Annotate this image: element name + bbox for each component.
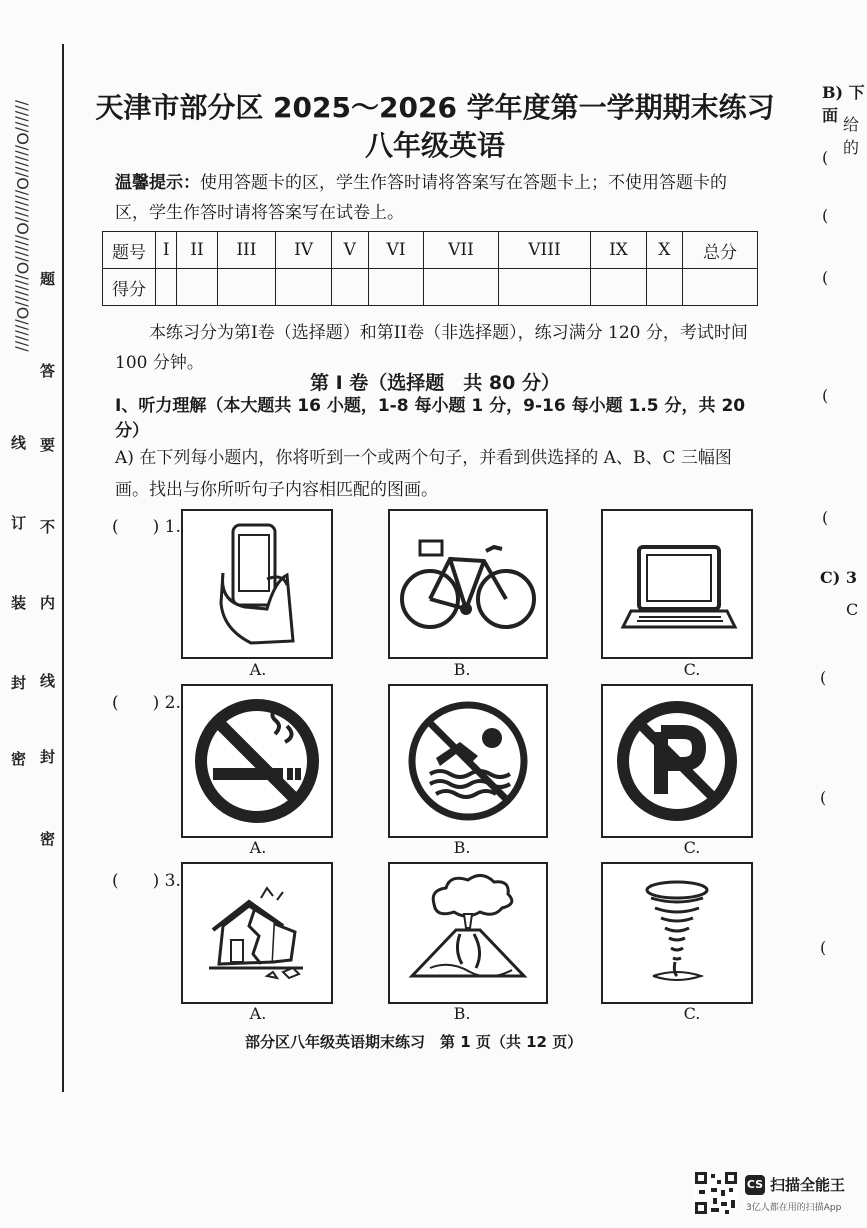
question-number: ( ) 2.	[112, 693, 181, 713]
option-label: C.	[683, 1004, 701, 1023]
seal-char: 线	[40, 672, 56, 690]
seal-char: 密	[40, 830, 56, 848]
no-parking-icon	[603, 686, 751, 836]
exam-subtitle: 八年级英语	[364, 129, 505, 162]
score-table-header-row	[103, 232, 758, 269]
table-cell: VI	[368, 232, 424, 269]
table-cell: 得分	[103, 269, 156, 306]
score-input-cell[interactable]	[683, 269, 758, 306]
no-smoking-icon	[183, 686, 331, 836]
seal-char: 装	[11, 594, 27, 612]
seal-char: 不	[40, 518, 56, 536]
next-page-fragment: C	[846, 600, 859, 619]
seal-char: 订	[11, 514, 27, 532]
hand-holding-phone-icon	[183, 511, 331, 657]
part-a-instructions: A) 在下列每小题内，你将听到一个或两个句子，并看到供选择的 A、B、C 三幅图画。找出与你所听句子内容相匹配的图画。	[115, 448, 732, 500]
option-label: B.	[453, 1004, 471, 1023]
answer-paren: (	[822, 386, 829, 405]
next-page-section-b: B) 下面	[822, 83, 865, 125]
option-label: B.	[453, 660, 471, 679]
option-picture[interactable]	[181, 684, 333, 838]
answer-paren: (	[822, 148, 829, 167]
table-cell: VII	[424, 232, 498, 269]
warm-tip-label: 温馨提示：	[115, 173, 200, 193]
binding-cut-marks: //////O//////O//////O/////O//////O//////	[13, 100, 32, 352]
no-swimming-icon	[390, 686, 546, 836]
score-input-cell[interactable]	[368, 269, 424, 306]
score-input-cell[interactable]	[424, 269, 498, 306]
camscanner-name: 扫描全能王	[770, 1176, 846, 1194]
option-label: A.	[249, 1004, 267, 1023]
table-cell: II	[177, 232, 217, 269]
option-label: A.	[249, 660, 267, 679]
bicycle-icon	[390, 511, 546, 657]
earthquake-icon	[183, 864, 331, 1002]
table-cell: 题号	[103, 232, 156, 269]
exam-intro: 本练习分为第I卷（选择题）和第II卷（非选择题），练习满分 120 分，考试时间 100 分钟。	[115, 323, 748, 373]
option-picture[interactable]	[181, 862, 333, 1004]
option-picture[interactable]	[388, 862, 548, 1004]
answer-paren: (	[822, 508, 829, 527]
seal-char: 内	[40, 594, 56, 612]
seal-char: 答	[40, 362, 56, 380]
table-cell: I	[156, 232, 177, 269]
score-input-cell[interactable]	[217, 269, 276, 306]
qr-code-icon	[695, 1172, 737, 1214]
next-page-section-c: C) 3	[820, 568, 858, 587]
score-input-cell[interactable]	[646, 269, 682, 306]
score-input-cell[interactable]	[591, 269, 646, 306]
answer-paren: (	[822, 206, 829, 225]
seal-char: 密	[11, 750, 27, 768]
option-label: C.	[683, 660, 701, 679]
option-picture[interactable]	[601, 684, 753, 838]
question-number: ( ) 3.	[112, 871, 181, 891]
score-input-cell[interactable]	[156, 269, 177, 306]
option-picture[interactable]	[181, 509, 333, 659]
option-picture[interactable]	[388, 684, 548, 838]
option-picture[interactable]	[601, 862, 753, 1004]
option-label: C.	[683, 838, 701, 857]
table-cell: IV	[276, 232, 332, 269]
laptop-icon	[603, 511, 751, 657]
tornado-icon	[603, 864, 751, 1002]
table-cell: 总分	[683, 232, 758, 269]
option-label: B.	[453, 838, 471, 857]
binding-margin	[0, 40, 62, 1090]
answer-paren: (	[822, 268, 829, 287]
option-picture[interactable]	[388, 509, 548, 659]
answer-paren: (	[820, 668, 827, 687]
seal-char: 封	[11, 674, 27, 692]
seal-char: 题	[40, 270, 56, 288]
table-cell: V	[331, 232, 368, 269]
option-label: A.	[249, 838, 267, 857]
exam-title: 天津市部分区 2025～2026 学年度第一学期期末练习	[95, 91, 775, 124]
seal-char: 封	[40, 748, 56, 766]
volcano-icon	[390, 864, 546, 1002]
table-cell: IX	[591, 232, 646, 269]
table-cell: III	[217, 232, 276, 269]
question-number: ( ) 1.	[112, 517, 181, 537]
score-input-cell[interactable]	[331, 269, 368, 306]
answer-paren: (	[820, 788, 827, 807]
score-table	[102, 231, 758, 306]
section-heading: 第 I 卷（选择题 共 80 分）	[310, 372, 560, 394]
camscanner-tagline: 3亿人都在用的扫描App	[746, 1203, 842, 1213]
binding-line	[62, 44, 64, 1092]
table-cell: X	[646, 232, 682, 269]
camscanner-logo: CS	[745, 1175, 765, 1195]
score-input-cell[interactable]	[276, 269, 332, 306]
warm-tip	[115, 168, 750, 228]
option-picture[interactable]	[601, 509, 753, 659]
score-input-cell[interactable]	[177, 269, 217, 306]
answer-paren: (	[820, 938, 827, 957]
part-heading-listening: I、听力理解（本大题共 16 小题，1-8 每小题 1 分，9-16 每小题 1.5 分，共 20 分）	[115, 396, 746, 441]
seal-char: 线	[11, 434, 27, 452]
seal-char: 要	[40, 436, 56, 454]
score-input-cell[interactable]	[498, 269, 591, 306]
page-footer: 部分区八年级英语期末练习 第 1 页（共 12 页）	[245, 1033, 583, 1051]
table-cell: VIII	[498, 232, 591, 269]
score-table-score-row	[103, 269, 758, 306]
warm-tip-text: 使用答题卡的区，学生作答时请将答案写在答题卡上；不使用答题卡的区，学生作答时请将答案写在试卷上。	[115, 173, 727, 223]
next-page-fragment: 给的	[843, 115, 860, 157]
